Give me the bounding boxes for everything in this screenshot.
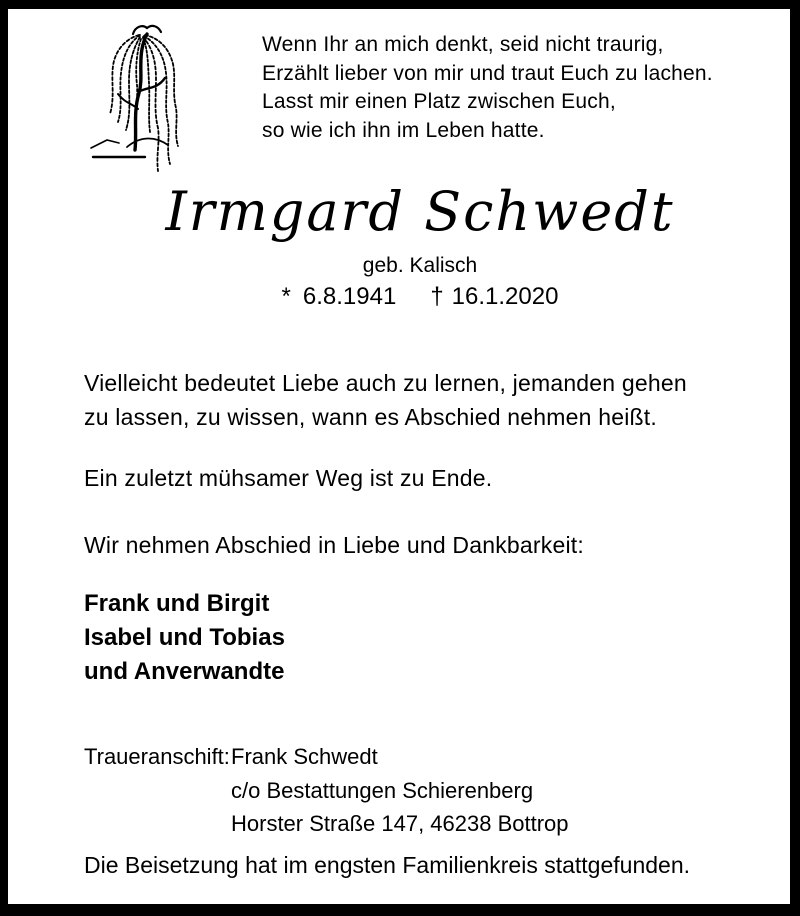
- poem-line-1: Wenn Ihr an mich denkt, seid nicht traurig,: [262, 33, 664, 56]
- mourners-list: [84, 587, 285, 689]
- address-row-2: c/o Bestattungen Schierenberg: [231, 777, 534, 803]
- death-date: 16.1.2020: [451, 283, 559, 310]
- paragraph-line: zu lassen, zu wissen, wann es Abschied nehmen heißt.: [84, 404, 657, 430]
- birth-symbol: *: [281, 283, 291, 310]
- address-row-3: Horster Straße 147, 46238 Bottrop: [231, 811, 569, 836]
- burial-note: Die Beisetzung hat im engsten Familienkreis stattgefunden.: [84, 852, 690, 878]
- address-name: Frank Schwedt: [231, 744, 378, 769]
- poem-line-3: Lasst mir einen Platz zwischen Euch,: [262, 90, 616, 113]
- address-row-1: [84, 740, 569, 774]
- poem-line-4: so wie ich ihn im Leben hatte.: [262, 118, 545, 142]
- birth-date: 6.8.1941: [302, 283, 397, 310]
- address-label: Traueranschift:: [84, 744, 230, 769]
- condolence-address: [84, 740, 569, 841]
- deceased-name: Irmgard Schwedt: [165, 180, 675, 243]
- memorial-poem: [262, 31, 713, 145]
- paragraph-weg: Ein zuletzt mühsamer Weg ist zu Ende.: [84, 465, 493, 491]
- mourners-line-3: und Anverwandte: [84, 658, 285, 685]
- maiden-name: geb. Kalisch: [362, 254, 478, 277]
- death-symbol: †: [430, 283, 444, 310]
- paragraph-abschied: Wir nehmen Abschied in Liebe und Dankbarkeit:: [84, 532, 584, 558]
- paragraph-line: Vielleicht bedeutet Liebe auch zu lernen, jemanden gehen: [84, 370, 687, 396]
- mourners-line-1: Frank und Birgit: [84, 590, 270, 617]
- willow-tree-icon: [84, 21, 206, 179]
- poem-line-2: Erzählt lieber von mir und traut Euch zu lachen.: [262, 61, 713, 85]
- paragraph-farewell: [84, 366, 687, 434]
- life-dates: [84, 283, 756, 311]
- mourners-line-2: Isabel und Tobias: [84, 624, 285, 651]
